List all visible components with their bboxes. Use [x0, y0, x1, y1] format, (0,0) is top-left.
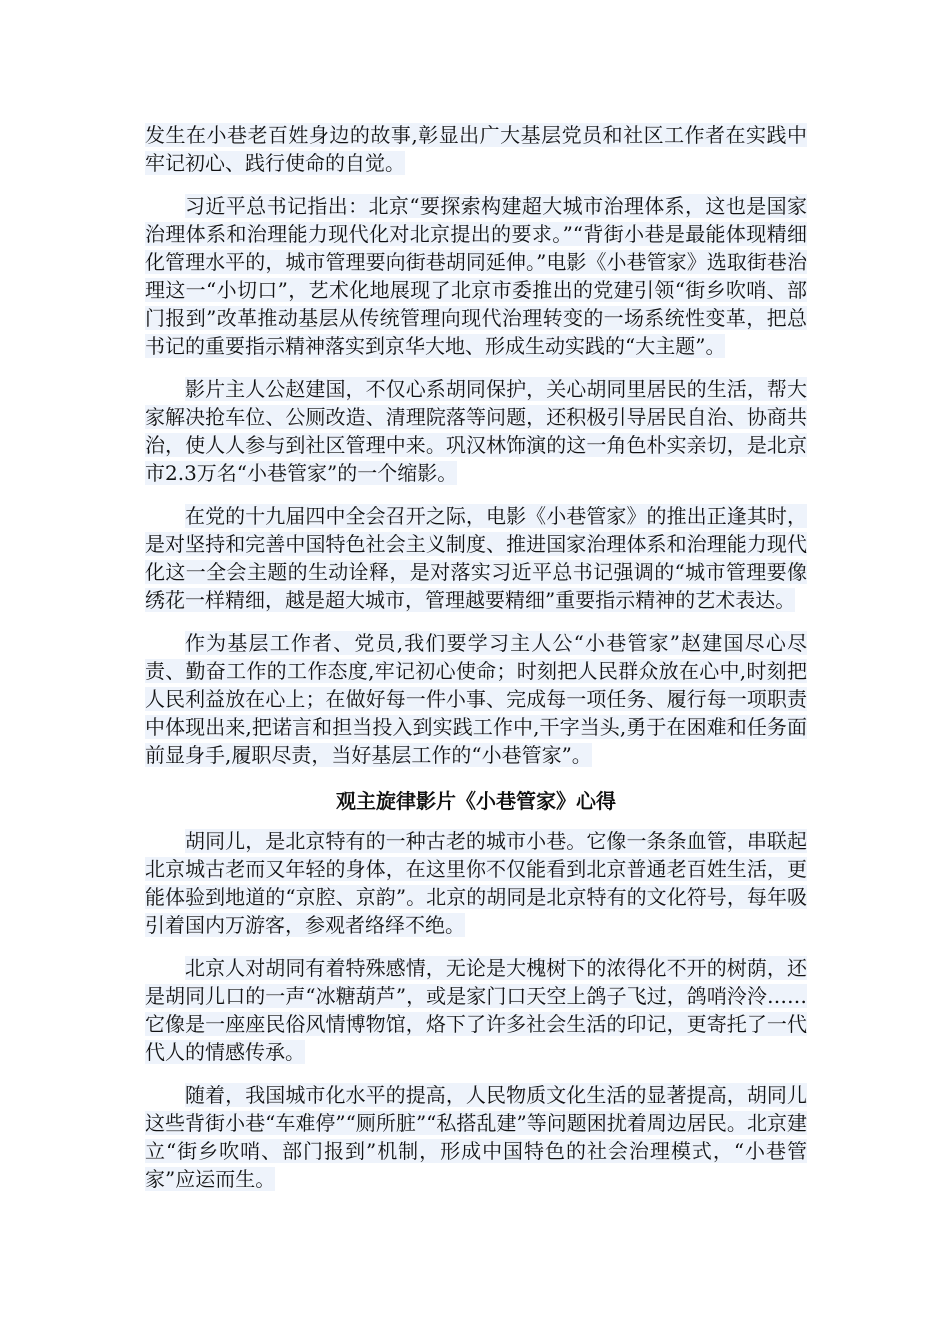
paragraph-text: 胡同儿，是北京特有的一种古老的城市小巷。它像一条条血管，串联起北京城古老而又年轻的身体，在这里你不仅能看到北京普通老百姓生活，更能体验到地道的“京腔、京韵”。北京的胡同是北京特有的文化符号，每年吸引着国内万游客，参观者络绎不绝。: [145, 829, 807, 937]
paragraph-text: 北京人对胡同有着特殊感情，无论是大槐树下的浓得化不开的树荫，还是胡同儿口的一声“冰糖葫芦”，或是家门口天空上鸽子飞过，鸽哨泠泠……它像是一座座民俗风情博物馆，烙下了许多社会生活的印记，更寄托了一代代人的情感传承。: [145, 956, 807, 1064]
paragraph: [145, 1081, 807, 1193]
paragraph-text: 发生在小巷老百姓身边的故事,彰显出广大基层党员和社区工作者在实践中牢记初心、践行使命的自觉。: [145, 123, 807, 175]
paragraph: [145, 375, 807, 487]
paragraph-text: 在党的十九届四中全会召开之际，电影《小巷管家》的推出正逢其时，是对坚持和完善中国特色社会主义制度、推进国家治理体系和治理能力现代化这一全会主题的生动诠释，是对落实习近平总书记强调的“城市管理要像绣花一样精细，越是超大城市，管理越要精细”重要指示精神的艺术表达。: [145, 504, 807, 612]
paragraph-text: 作为基层工作者、党员,我们要学习主人公“小巷管家”赵建国尽心尽责、勤奋工作的工作态度,牢记初心使命；时刻把人民群众放在心中,时刻把人民利益放在心上；在做好每一件小事、完成每一项任务、履行每一项职责中体现出来,把诺言和担当投入到实践工作中,干字当头,勇于在困难和任务面前显身手,履职尽责，当好基层工作的“小巷管家”。: [145, 631, 807, 767]
paragraph: [145, 502, 807, 614]
paragraph: [145, 629, 807, 769]
paragraph: [145, 827, 807, 939]
paragraph-text: 习近平总书记指出：北京“要探索构建超大城市治理体系，这也是国家治理体系和治理能力现代化对北京提出的要求。”“背街小巷是最能体现精细化管理水平的，城市管理要向街巷胡同延伸。”电影《小巷管家》选取街巷治理这一“小切口”，艺术化地展现了北京市委推出的党建引领“街乡吹哨、部门报到”改革推动基层从传统管理向现代治理转变的一场系统性变革，把总书记的重要指示精神落实到京华大地、形成生动实践的“大主题”。: [145, 194, 807, 358]
section-title: 观主旋律影片《小巷管家》心得: [336, 789, 616, 813]
document-body: [145, 121, 807, 1208]
paragraph: [145, 121, 807, 177]
paragraph-text: 影片主人公赵建国，不仅心系胡同保护，关心胡同里居民的生活，帮大家解决抢车位、公厕改造、清理院落等问题，还积极引导居民自治、协商共治，使人人参与到社区管理中来。巩汉林饰演的这一角色朴实亲切，是北京市2.3万名“小巷管家”的一个缩影。: [145, 377, 807, 485]
paragraph: [145, 954, 807, 1066]
paragraph: [145, 192, 807, 360]
paragraph-text: 随着，我国城市化水平的提高，人民物质文化生活的显著提高，胡同儿这些背街小巷“车难停”“厕所脏”“私搭乱建”等问题困扰着周边居民。北京建立“街乡吹哨、部门报到”机制，形成中国特色的社会治理模式，“小巷管家”应运而生。: [145, 1083, 807, 1191]
